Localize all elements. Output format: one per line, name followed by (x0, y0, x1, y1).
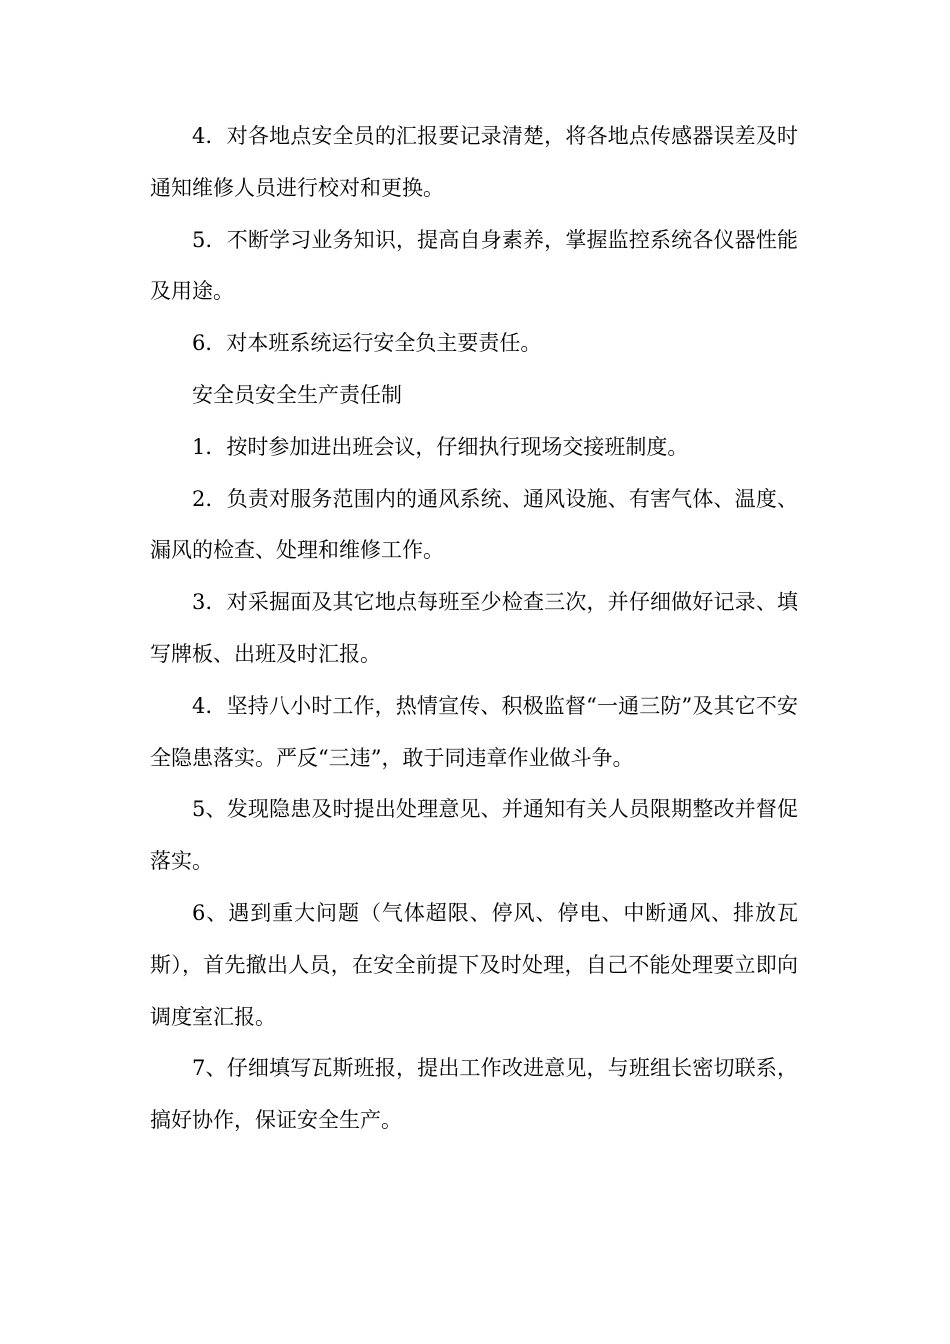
section-heading-safety-officer: 安全员安全生产责任制 (192, 382, 402, 407)
paragraph-safety-item-6: 6、遇到重大问题（气体超限、停风、停电、中断通风、排放瓦斯），首先撤出人员，在安全前提下及时处理，自己不能处理要立即向调度室汇报。 (150, 900, 798, 1029)
paragraph-safety-item-5: 5、发现隐患及时提出处理意见、并通知有关人员限期整改并督促落实。 (150, 797, 798, 874)
paragraph-safety-item-1: 1．按时参加进出班会议，仔细执行现场交接班制度。 (192, 434, 689, 459)
document-body (150, 111, 798, 1147)
paragraph-safety-item-7: 7、仔细填写瓦斯班报，提出工作改进意见，与班组长密切联系，搞好协作，保证安全生产。 (150, 1056, 798, 1133)
paragraph-safety-item-3: 3．对采掘面及其它地点每班至少检查三次，并仔细做好记录、填写牌板、出班及时汇报。 (150, 590, 798, 666)
paragraph-safety-item-4: 4．坚持八小时工作，热情宣传、积极监督“一通三防”及其它不安全隐患落实。严反“三违”，敢于同违章作业做斗争。 (150, 693, 798, 770)
paragraph-monitor-item-6: 6．对本班系统运行安全负主要责任。 (192, 331, 542, 356)
paragraph-safety-item-2: 2．负责对服务范围内的通风系统、通风设施、有害气体、温度、漏风的检查、处理和维修工作。 (150, 486, 798, 563)
paragraph-monitor-item-5: 5．不断学习业务知识，提高自身素养，掌握监控系统各仪器性能及用途。 (150, 227, 798, 304)
paragraph-monitor-item-4: 4．对各地点安全员的汇报要记录清楚，将各地点传感器误差及时通知维修人员进行校对和更换。 (150, 124, 798, 200)
